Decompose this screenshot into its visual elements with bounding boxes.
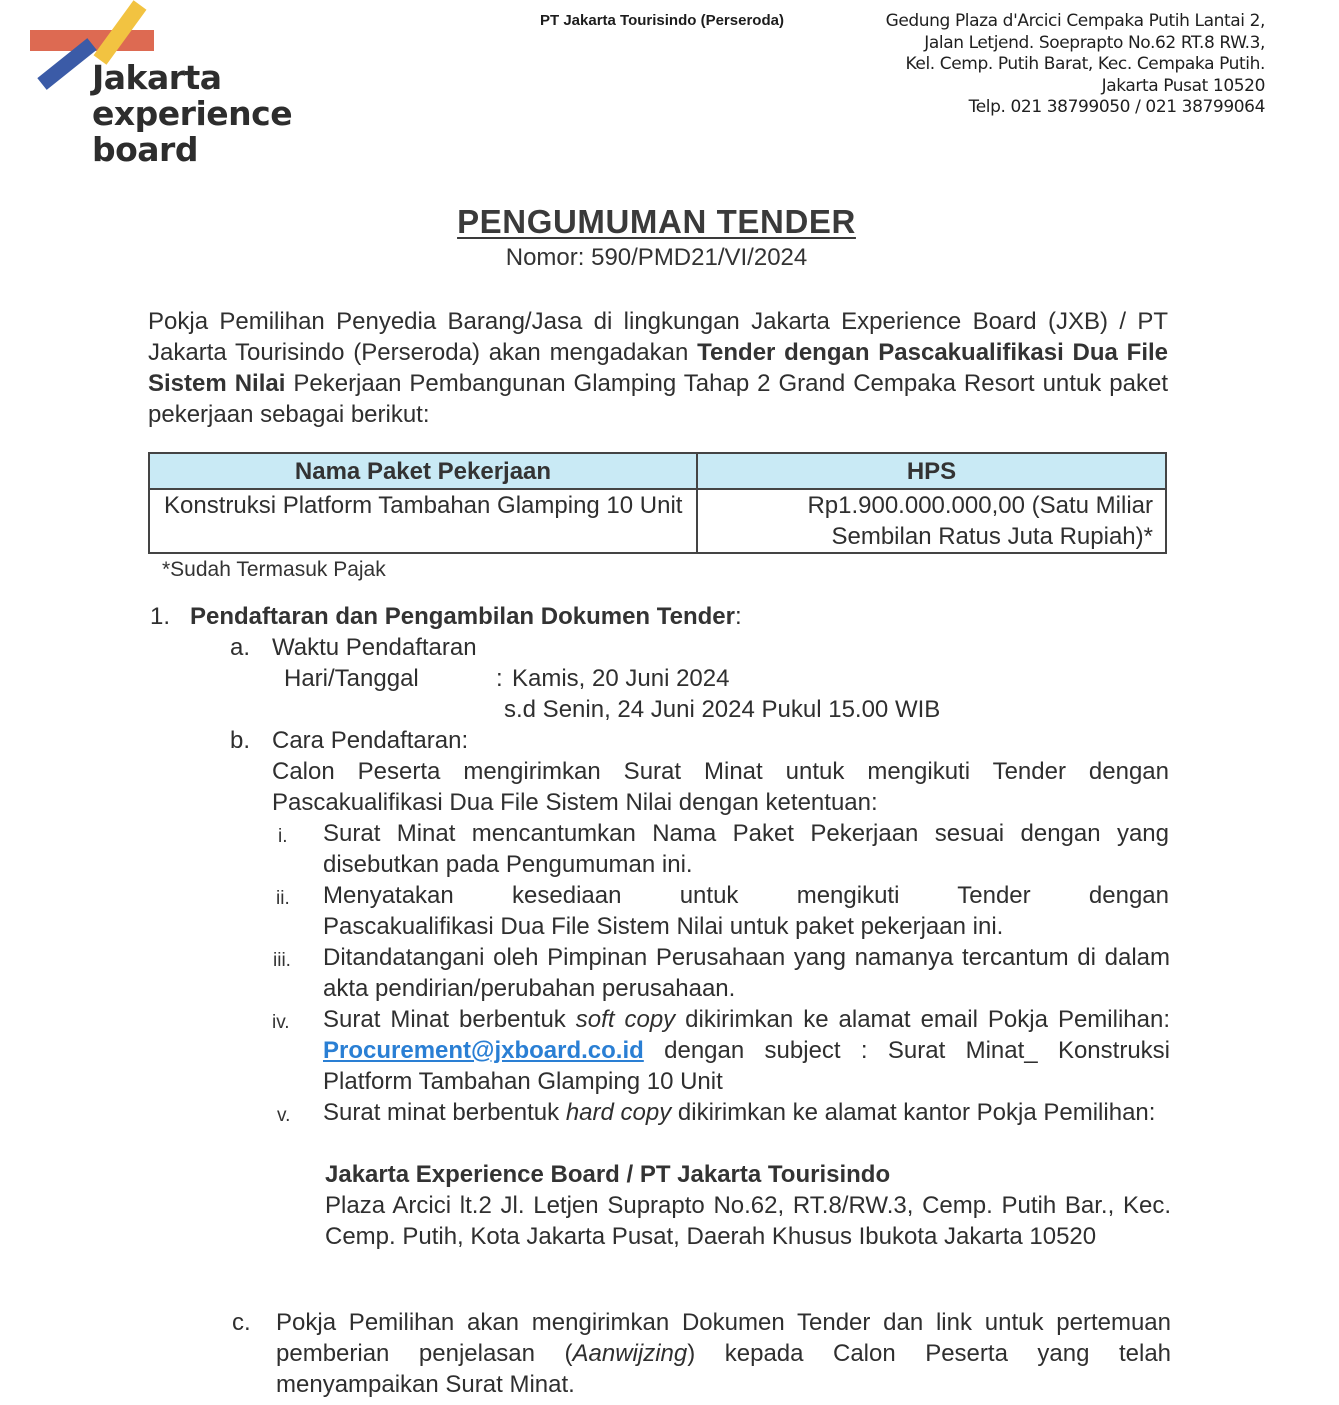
date-field-colon: : (496, 665, 503, 692)
hps-cell (697, 489, 1166, 553)
item-iv-text (323, 1004, 1170, 1097)
table-header-row (149, 453, 1166, 489)
logo-word-experience: experience (92, 94, 293, 133)
document-title: PENGUMUMAN TENDER (457, 203, 856, 240)
logo-word-board: board (92, 130, 198, 169)
address-line: Gedung Plaza d'Arcici Cempaka Putih Lantai 2, (885, 11, 1265, 31)
column-header-package: Nama Paket Pekerjaan (149, 453, 697, 489)
company-name: PT Jakarta Tourisindo (Perseroda) (540, 12, 784, 29)
date-field-label: Hari/Tanggal (284, 665, 419, 692)
office-org-name-text: Jakarta Experience Board / PT Jakarta Tourisindo (325, 1161, 891, 1188)
item-v-text (323, 1097, 1170, 1128)
item-iii-text: Ditandatangani oleh Pimpinan Perusahaan yang namanya tercantum di dalam akta pendirian/perubahan perusahaan. (323, 944, 1170, 1002)
section-number: 1. (150, 603, 171, 630)
registration-end-date: s.d Senin, 24 Juni 2024 Pukul 15.00 WIB (504, 696, 941, 723)
subsection-a-marker: a. (230, 634, 251, 661)
item-iv-text-2: dikirimkan ke alamat email Pokja Pemilihan: (675, 1006, 1170, 1033)
item-ii-line2: Pascakualifikasi Dua File Sistem Nilai untuk paket pekerjaan ini. (323, 913, 1004, 940)
item-iii-marker: iii. (273, 950, 291, 971)
table-footnote: *Sudah Termasuk Pajak (162, 558, 386, 581)
document-number: Nomor: 590/PMD21/VI/2024 (505, 244, 808, 271)
hps-value-line: Rp1.900.000.000,00 (Satu Miliar (807, 492, 1153, 519)
package-table (148, 452, 1167, 554)
subsection-c-text-2: ) kepada Calon Peserta yang telah menyampaikan Surat Minat. (276, 1340, 1172, 1398)
registration-start-date: Kamis, 20 Juni 2024 (512, 665, 730, 692)
item-ii-marker: ii. (276, 888, 290, 909)
column-header-hps: HPS (697, 453, 1166, 489)
item-iv-text-1: Surat Minat berbentuk (323, 1006, 576, 1033)
item-iv-soft-copy: soft copy (575, 1006, 676, 1033)
item-iv-marker: iv. (272, 1012, 290, 1033)
aanwijzing-term: Aanwijzing (572, 1340, 688, 1367)
item-v-text-1: Surat minat berbentuk (323, 1099, 566, 1126)
intro-text: Pokja Pemilihan Penyedia Barang/Jasa di lingkungan Jakarta Experience Board (JXB) / PT Jakarta Tourisindo (Perseroda) akan mengadakan (148, 308, 1168, 366)
item-v-text-2: dikirimkan ke alamat kantor Pokja Pemilihan: (671, 1099, 1156, 1126)
procurement-email-link[interactable]: Procurement@jxboard.co.id (323, 1037, 644, 1064)
hps-value-line: Sembilan Ratus Juta Rupiah)* (831, 523, 1153, 550)
section-title (190, 601, 742, 632)
item-i-text: Surat Minat mencantumkan Nama Paket Pekerjaan sesuai dengan yang disebutkan pada Pengumuman ini. (323, 820, 1169, 878)
subsection-b-label: Cara Pendaftaran: (272, 727, 469, 754)
subsection-b-marker: b. (230, 727, 251, 754)
intro-text-end: Pekerjaan Pembangunan Glamping Tahap 2 Grand Cempaka Resort untuk paket pekerjaan sebagai berikut: (148, 370, 1168, 428)
logo-word-jakarta: Jakarta (92, 58, 222, 97)
phone-line: Telp. 021 38799050 / 021 38799064 (968, 97, 1265, 118)
company-address (886, 11, 1265, 119)
item-ii-line1: Menyatakan kesediaan untuk mengikuti Tender dengan (323, 882, 1169, 909)
package-name-cell: Konstruksi Platform Tambahan Glamping 10 Unit (149, 489, 697, 553)
table-row (149, 489, 1166, 553)
item-iv-text-3: dengan subject : Surat Minat_ Konstruksi Platform Tambahan Glamping 10 Unit (323, 1037, 1170, 1095)
section-title-colon: : (735, 603, 742, 630)
address-line: Jakarta Pusat 10520 (1101, 75, 1265, 96)
intro-tender-type: Tender dengan Pascakualifikasi Dua File Sistem Nilai (148, 339, 1168, 397)
subsection-c-text (276, 1307, 1171, 1400)
section-title-text: Pendaftaran dan Pengambilan Dokumen Tender (190, 603, 735, 630)
item-i-marker: i. (278, 826, 288, 847)
item-v-hard-copy: hard copy (565, 1099, 672, 1126)
office-org-name (325, 1159, 890, 1190)
subsection-c-marker: c. (232, 1309, 251, 1336)
item-v-marker: v. (277, 1105, 291, 1126)
address-line: Kel. Cemp. Putih Barat, Kec. Cempaka Putih. (905, 54, 1265, 75)
subsection-b-description: Calon Peserta mengirimkan Surat Minat untuk mengikuti Tender dengan Pascakualifikasi Dua File Sistem Nilai dengan ketentuan: (272, 758, 1169, 816)
intro-paragraph (148, 306, 1168, 430)
address-line: Jalan Letjend. Soeprapto No.62 RT.8 RW.3, (924, 32, 1265, 53)
subsection-c-text-1: Pokja Pemilihan akan mengirimkan Dokumen Tender dan link untuk pertemuan pemberian penjelasan ( (276, 1309, 1171, 1367)
subsection-a-label: Waktu Pendaftaran (272, 634, 477, 661)
office-address: Plaza Arcici lt.2 Jl. Letjen Suprapto No.62, RT.8/RW.3, Cemp. Putih Bar., Kec. Cemp. Putih, Kota Jakarta Pusat, Daerah Khusus Ibukota Jakarta 10520 (325, 1192, 1171, 1250)
